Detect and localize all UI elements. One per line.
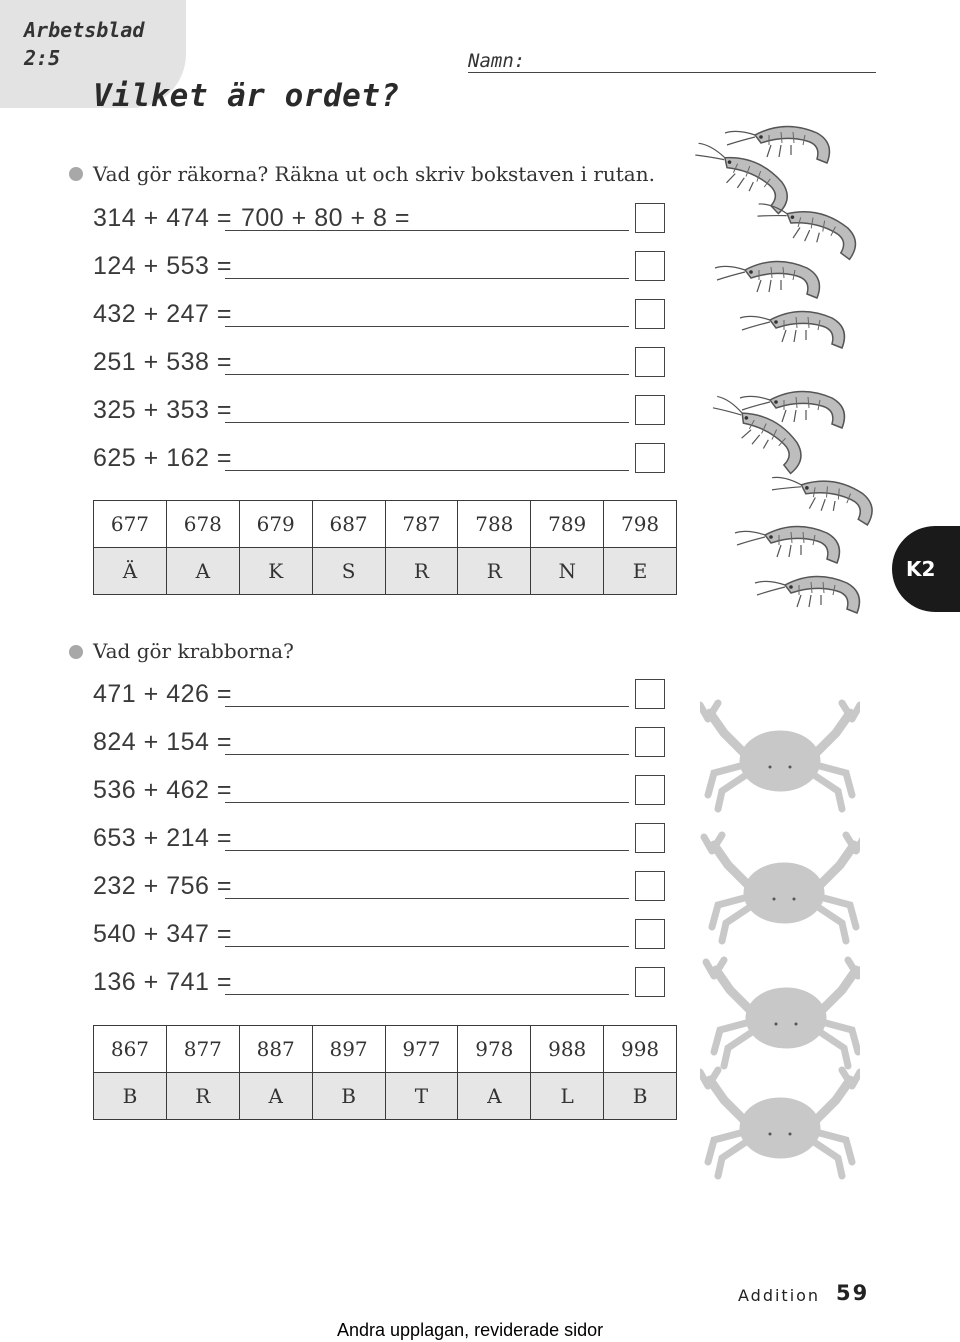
- letter-box[interactable]: [635, 251, 665, 281]
- code-number-row: [94, 1026, 677, 1073]
- code-letter-cell: N: [531, 548, 604, 595]
- letter-box[interactable]: [635, 395, 665, 425]
- answer-line[interactable]: [225, 898, 629, 899]
- crab-icon: [700, 703, 860, 809]
- letter-box[interactable]: [635, 203, 665, 233]
- problem-row: [93, 769, 673, 809]
- problem-row: [93, 673, 673, 713]
- problem-row: [93, 293, 673, 333]
- code-letter-cell: R: [166, 1073, 239, 1120]
- problem-row: [93, 245, 673, 285]
- crab-illustrations: [700, 695, 860, 1185]
- code-letter-row: [94, 548, 677, 595]
- letter-box[interactable]: [635, 823, 665, 853]
- code-number-cell: 897: [312, 1026, 385, 1073]
- answer-line[interactable]: [225, 754, 629, 755]
- code-letter-cell: B: [94, 1073, 167, 1120]
- code-letter-cell: K: [239, 548, 312, 595]
- name-field[interactable]: [468, 72, 876, 73]
- answer-line[interactable]: [225, 422, 629, 423]
- section2-instruction: Vad gör krabborna?: [93, 639, 294, 663]
- code-letter-cell: R: [458, 548, 531, 595]
- problem-expression: 540 + 347 =: [93, 920, 232, 948]
- answer-line[interactable]: [225, 706, 629, 707]
- crab-icon: [700, 1070, 860, 1176]
- shrimp-icon: [715, 261, 819, 298]
- problem-expression: 124 + 553 =: [93, 252, 232, 280]
- code-letter-cell: E: [604, 548, 677, 595]
- code-number-cell: 788: [458, 501, 531, 548]
- section1-code-table: [93, 500, 677, 595]
- code-number-cell: 877: [166, 1026, 239, 1073]
- answer-line[interactable]: [225, 470, 629, 471]
- code-number-cell: 887: [239, 1026, 312, 1073]
- worksheet-number: 2:5: [24, 46, 61, 70]
- shrimp-icon: [767, 471, 876, 525]
- answer-line[interactable]: [225, 278, 629, 279]
- problem-row: [93, 865, 673, 905]
- worksheet-label: Arbetsblad: [24, 18, 145, 42]
- answer-line[interactable]: [225, 374, 629, 375]
- code-number-cell: 978: [458, 1026, 531, 1073]
- shrimp-illustrations: [680, 115, 880, 625]
- shrimp-icon: [686, 137, 796, 214]
- problem-expression: 136 + 741 =: [93, 968, 232, 996]
- problem-expression: 314 + 474 =: [93, 204, 232, 232]
- footer-section-label: Addition: [738, 1286, 821, 1305]
- problem-expression: 232 + 756 =: [93, 872, 232, 900]
- problem-row: [93, 197, 673, 237]
- code-number-cell: 988: [531, 1026, 604, 1073]
- problem-row: [93, 437, 673, 477]
- problem-row: [93, 721, 673, 761]
- letter-box[interactable]: [635, 919, 665, 949]
- problem-expression: 325 + 353 =: [93, 396, 232, 424]
- page-title: Vilket är ordet?: [93, 78, 400, 114]
- code-number-cell: 677: [94, 501, 167, 548]
- answer-text: 700 + 80 + 8 =: [241, 204, 410, 232]
- problem-row: [93, 389, 673, 429]
- code-letter-cell: A: [458, 1073, 531, 1120]
- shrimp-icon: [755, 576, 859, 613]
- bullet-icon: [69, 645, 83, 659]
- answer-line[interactable]: [225, 850, 629, 851]
- code-number-cell: 679: [239, 501, 312, 548]
- code-letter-row: [94, 1073, 677, 1120]
- problem-expression: 625 + 162 =: [93, 444, 232, 472]
- chapter-tab: K2: [892, 526, 960, 612]
- code-number-cell: 678: [166, 501, 239, 548]
- code-number-cell: 977: [385, 1026, 458, 1073]
- answer-line[interactable]: [225, 802, 629, 803]
- problem-expression: 432 + 247 =: [93, 300, 232, 328]
- letter-box[interactable]: [635, 299, 665, 329]
- bullet-icon: [69, 167, 83, 181]
- letter-box[interactable]: [635, 443, 665, 473]
- page-number: 59: [836, 1281, 870, 1305]
- letter-box[interactable]: [635, 347, 665, 377]
- code-letter-cell: A: [239, 1073, 312, 1120]
- crab-icon: [704, 835, 860, 941]
- letter-box[interactable]: [635, 871, 665, 901]
- crab-icon: [706, 960, 860, 1066]
- shrimp-icon: [735, 526, 839, 563]
- shrimp-icon: [740, 311, 844, 348]
- code-letter-cell: A: [166, 548, 239, 595]
- problem-expression: 824 + 154 =: [93, 728, 232, 756]
- code-number-cell: 787: [385, 501, 458, 548]
- code-number-cell: 789: [531, 501, 604, 548]
- name-label: Namn:: [468, 50, 526, 72]
- code-number-cell: 998: [604, 1026, 677, 1073]
- problem-expression: 251 + 538 =: [93, 348, 232, 376]
- code-letter-cell: T: [385, 1073, 458, 1120]
- problem-row: [93, 961, 673, 1001]
- letter-box[interactable]: [635, 775, 665, 805]
- answer-line[interactable]: [225, 946, 629, 947]
- problem-expression: 471 + 426 =: [93, 680, 232, 708]
- answer-line[interactable]: [225, 326, 629, 327]
- code-number-cell: 687: [312, 501, 385, 548]
- code-number-cell: 798: [604, 501, 677, 548]
- answer-line[interactable]: [225, 994, 629, 995]
- problem-expression: 653 + 214 =: [93, 824, 232, 852]
- code-letter-cell: L: [531, 1073, 604, 1120]
- problem-expression: 536 + 462 =: [93, 776, 232, 804]
- edition-note: Andra upplagan, reviderade sidor: [337, 1320, 604, 1340]
- problem-row: [93, 913, 673, 953]
- shrimp-icon: [751, 198, 861, 260]
- code-letter-cell: B: [312, 1073, 385, 1120]
- section2-code-table: [93, 1025, 677, 1120]
- code-number-row: [94, 501, 677, 548]
- letter-box[interactable]: [635, 679, 665, 709]
- code-letter-cell: Ä: [94, 548, 167, 595]
- section1-instruction: Vad gör räkorna? Räkna ut och skriv bokstaven i rutan.: [93, 162, 655, 186]
- problem-row: [93, 341, 673, 381]
- letter-box[interactable]: [635, 727, 665, 757]
- letter-box[interactable]: [635, 967, 665, 997]
- code-letter-cell: B: [604, 1073, 677, 1120]
- code-number-cell: 867: [94, 1026, 167, 1073]
- shrimp-icon: [725, 126, 829, 163]
- code-letter-cell: S: [312, 548, 385, 595]
- code-letter-cell: R: [385, 548, 458, 595]
- problem-row: [93, 817, 673, 857]
